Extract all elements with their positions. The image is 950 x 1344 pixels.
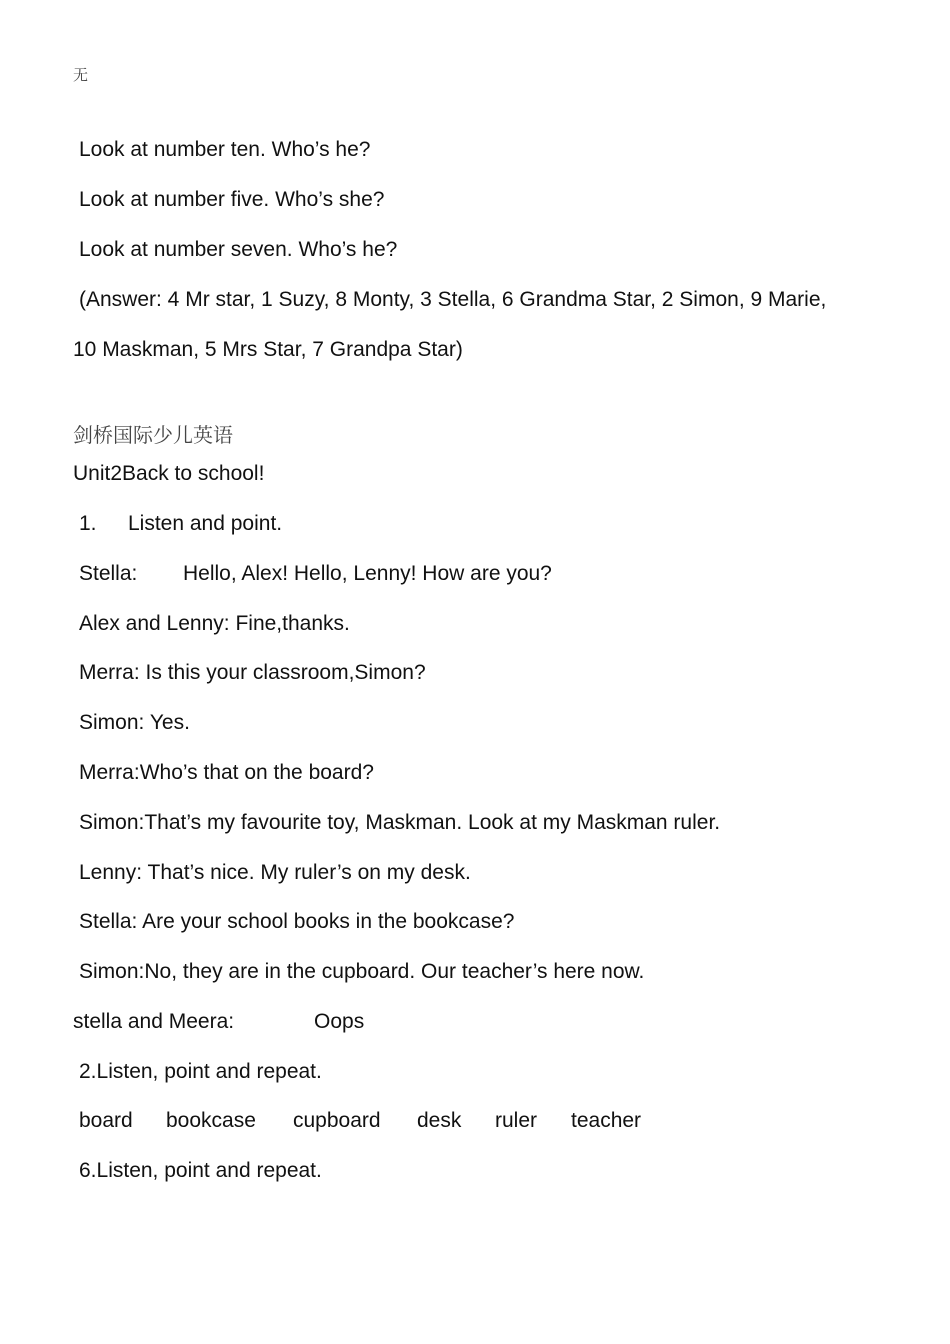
dialogue-text: Oops <box>314 1010 365 1033</box>
dialogue-speaker: Merra: <box>79 661 140 684</box>
vocabulary-word: ruler <box>495 1109 538 1132</box>
section-1-number: 1. <box>79 512 97 535</box>
dialogue-text: Fine,thanks. <box>235 612 350 635</box>
vocabulary-word: board <box>79 1109 133 1132</box>
dialogue-line <box>79 662 426 683</box>
header-text: 无 <box>73 66 89 84</box>
dialogue-speaker: Stella: <box>79 562 138 585</box>
dialogue-text: Are your school books in the bookcase? <box>142 910 515 933</box>
vocabulary-word: cupboard <box>293 1109 381 1132</box>
vocabulary-word: bookcase <box>166 1109 256 1132</box>
question-line: Look at number ten. Who’s he? <box>79 138 371 161</box>
dialogue-speaker: Simon: <box>79 811 145 834</box>
dialogue-text: That’s nice. My ruler’s on my desk. <box>147 861 471 884</box>
dialogue-text: No, they are in the cupboard. Our teacher’s here now. <box>144 960 645 983</box>
vocabulary-word: desk <box>417 1109 462 1132</box>
dialogue-line <box>79 911 514 932</box>
dialogue-speaker: Simon: <box>79 960 145 983</box>
unit-title: Unit2Back to school! <box>73 462 265 485</box>
dialogue-line <box>79 762 374 783</box>
dialogue-speaker: Simon: <box>79 711 145 734</box>
section-1-title: Listen and point. <box>128 512 283 535</box>
question-line: Look at number seven. Who’s he? <box>79 238 398 261</box>
dialogue-line <box>79 812 720 833</box>
section-6-title: 6.Listen, point and repeat. <box>79 1159 322 1182</box>
question-line: Look at number five. Who’s she? <box>79 188 385 211</box>
dialogue-line <box>79 961 644 982</box>
dialogue-line <box>79 712 190 733</box>
dialogue-text: Hello, Alex! Hello, Lenny! How are you? <box>183 562 552 585</box>
dialogue-speaker: Alex and Lenny: <box>79 612 230 635</box>
dialogue-speaker: Stella: <box>79 910 138 933</box>
dialogue-speaker: Merra: <box>79 761 140 784</box>
dialogue-line <box>79 862 471 883</box>
dialogue-text: Is this your classroom,Simon? <box>145 661 426 684</box>
answer-line-1: (Answer: 4 Mr star, 1 Suzy, 8 Monty, 3 Stella, 6 Grandma Star, 2 Simon, 9 Marie, <box>79 288 827 311</box>
dialogue-text: Yes. <box>149 711 190 734</box>
answer-line-2: 10 Maskman, 5 Mrs Star, 7 Grandpa Star) <box>73 338 463 361</box>
vocabulary-word: teacher <box>571 1109 642 1132</box>
dialogue-speaker: Lenny: <box>79 861 143 884</box>
section-2-title: 2.Listen, point and repeat. <box>79 1060 322 1083</box>
dialogue-text: Who’s that on the board? <box>139 761 374 784</box>
dialogue-line <box>79 613 350 634</box>
dialogue-speaker: stella and Meera: <box>73 1010 235 1033</box>
dialogue-text: That’s my favourite toy, Maskman. Look at my Maskman ruler. <box>144 811 721 834</box>
course-title: 剑桥国际少儿英语 <box>73 423 233 447</box>
